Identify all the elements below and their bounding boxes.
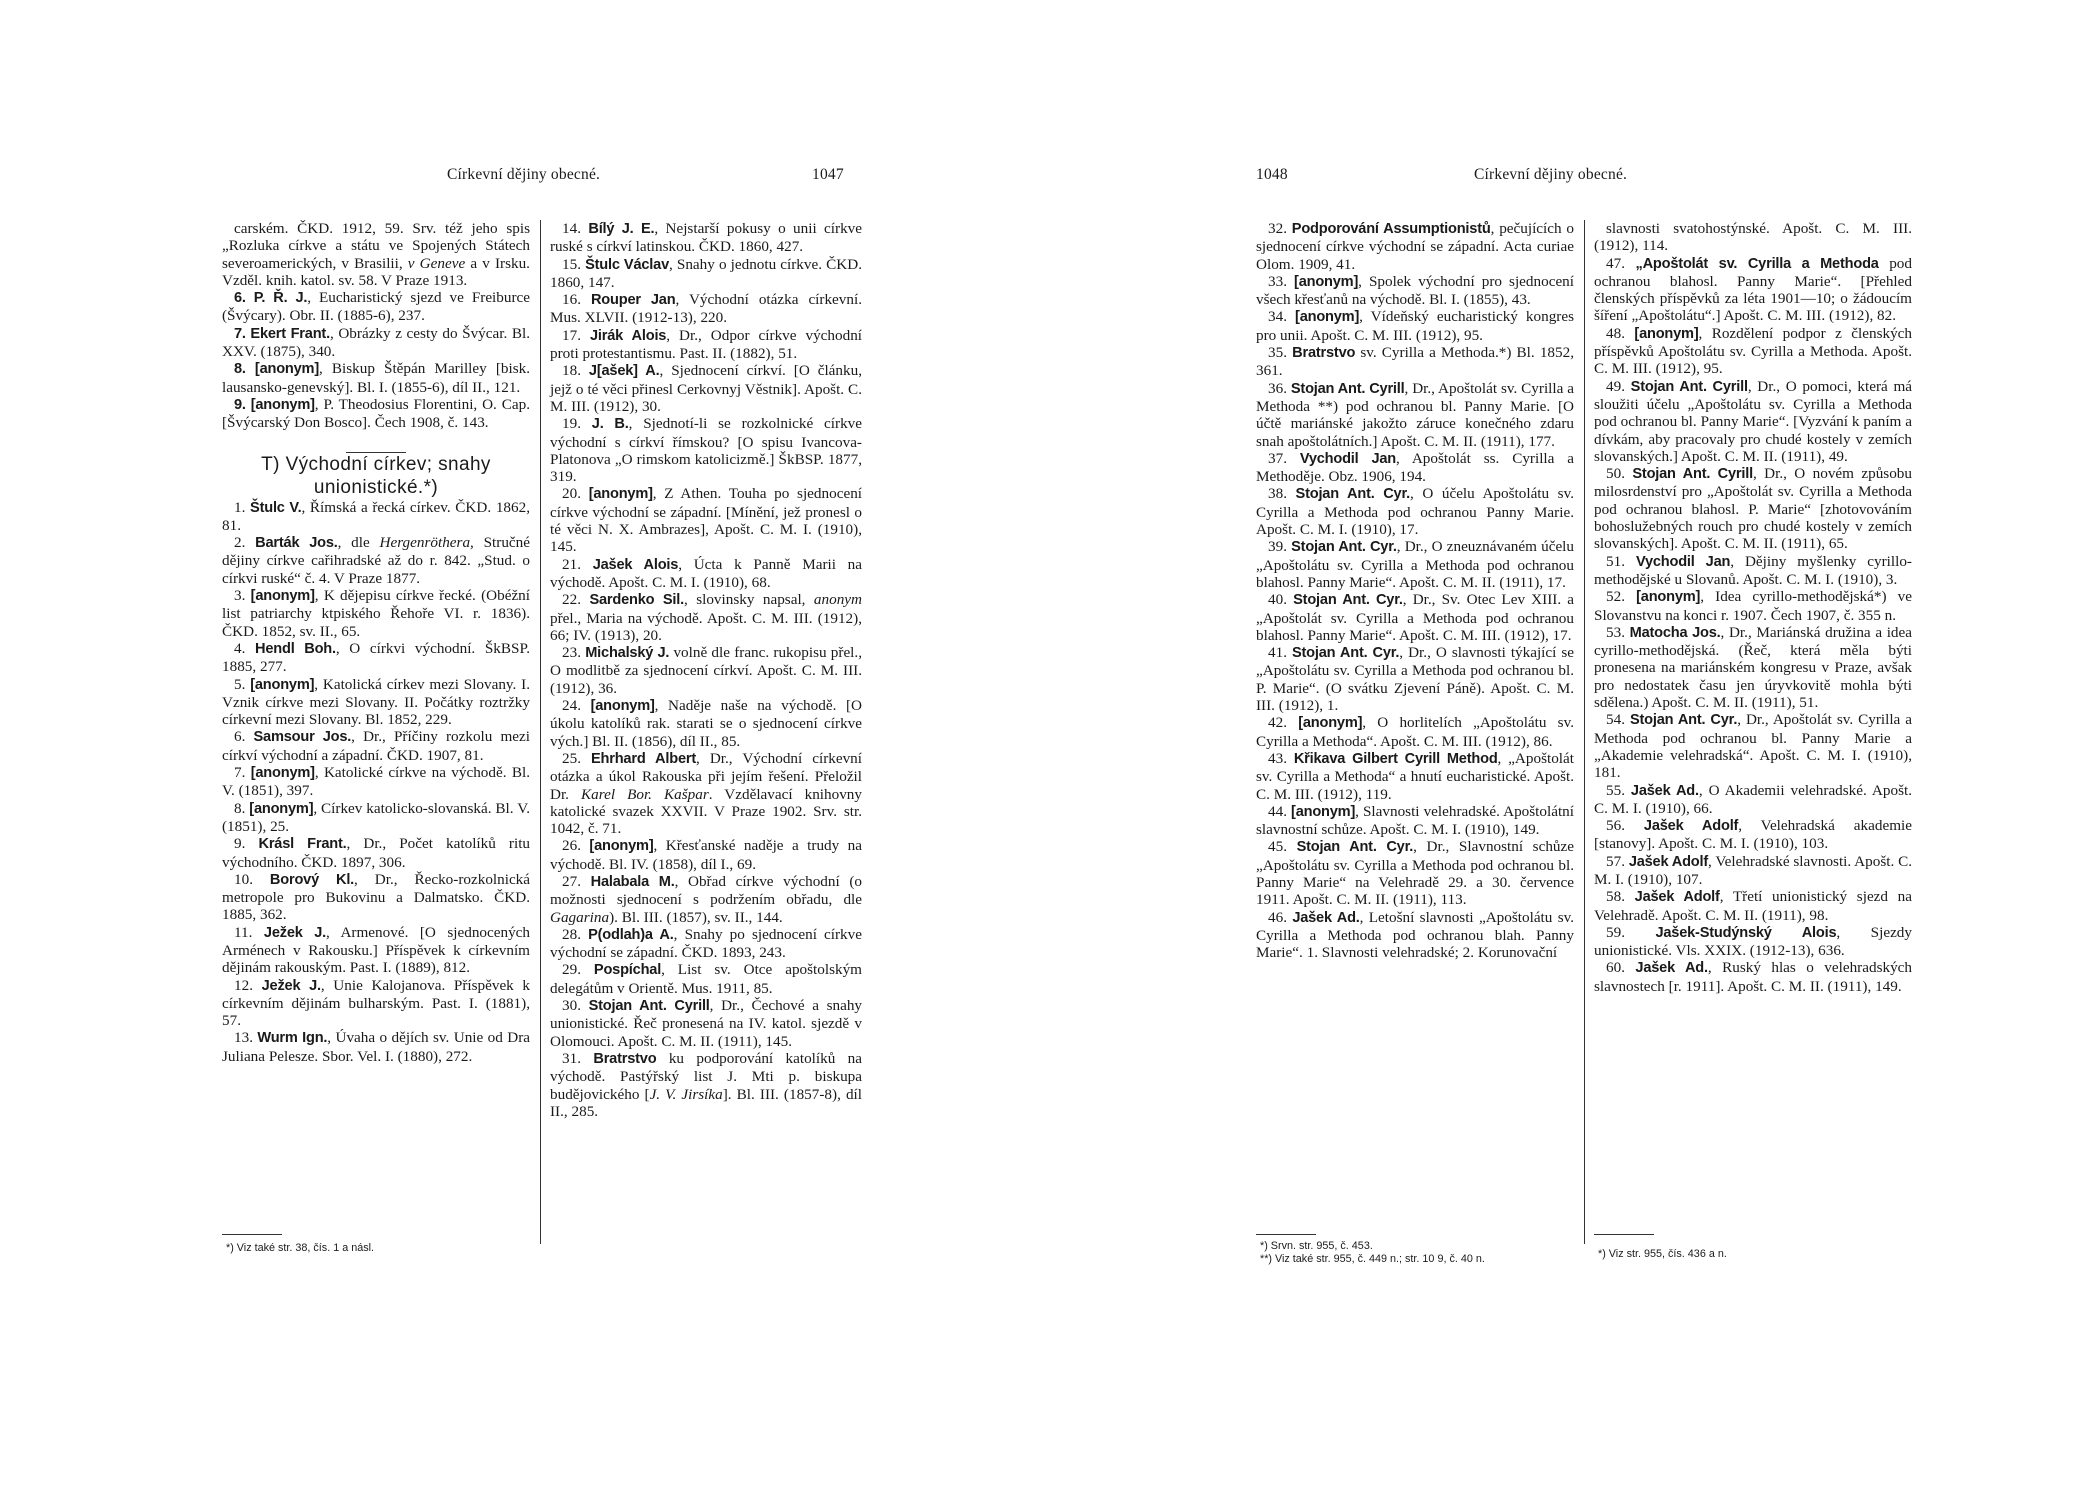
right-page xyxy=(1256,0,1916,1500)
bibliography-entry: 53. Matocha Jos., Dr., Mariánská družina a idea cyrillo-methodějská. (Řeč, která měla býti pronesena na mariánském kongresu v Praze, avšak pro nedostatek času jen úryvkovitě mohla býti sdělena.) Apošt. C. M. II. (1911), 51. xyxy=(1594,623,1912,712)
bibliography-entry: 19. J. B., Sjednotí-li se rozkolnické církve východní s církví římskou? [O spisu Ivancova-Platonova „O rimskom katolicizmě.] ŠkBSP. 1877, 319. xyxy=(550,415,862,486)
bibliography-entry: 51. Vychodil Jan, Dějiny myšlenky cyrillo-methodějské u Slovanů. Apošt. C. M. I. (1910), 3. xyxy=(1594,552,1912,588)
left-footnote: *) Viz také str. 38, čís. 1 a násl. xyxy=(226,1242,375,1254)
bibliography-entry: 21. Jašek Alois, Úcta k Panně Marii na východě. Apošt. C. M. I. (1910), 68. xyxy=(550,555,863,591)
bibliography-entry: 33. [anonym], Spolek východní pro sjednocení všech křesťanů na východě. Bl. I. (1855), 43. xyxy=(1256,272,1574,309)
right-footnote-2: **) Viz také str. 955, č. 449 n.; str. 10 9, č. 40 n. xyxy=(1260,1253,1485,1265)
bibliography-entry: 41. Stojan Ant. Cyr., Dr., O slavnosti týkající se „Apoštolátu sv. Cyrilla a Methoda pod ochranou bl. P. Marie“. (O svátku Zjevení Páně). Apošt. C. M. III. (1912), 1. xyxy=(1256,644,1575,715)
bibliography-entry: 23. Michalský J. volně dle franc. rukopisu přel., O modlitbě za sjednocení církví. Apošt. C. M. III. (1912), 36. xyxy=(550,644,862,697)
right-header-title: Církevní dějiny obecné. xyxy=(1474,166,1628,183)
bibliography-entry: 12. Ježek J., Unie Kalojanova. Příspěvek k církevním dějinám bulharským. Past. I. (1881), 57. xyxy=(222,976,531,1030)
bibliography-entry: 22. Sardenko Sil., slovinsky napsal, anonym přel., Maria na východě. Apošt. C. M. III. (1912), 66; IV. (1913), 20. xyxy=(550,591,863,644)
left-page xyxy=(222,0,862,1500)
bibliography-entry: 25. Ehrhard Albert, Dr., Východní církevní otázka a úkol Rakouska při jejím řešení. Přeložil Dr. Karel Bor. Kašpar. Vzdělavací knihovny katolické svazek XXVII. V Praze 1902. Srv. str. 1042, č. 71. xyxy=(550,749,862,838)
bibliography-entry: 27. Halabala M., Obřad církve východní (o možnosti sjednocení s podržením obřadu, dle Gagarina). Bl. III. (1857), sv. II., 144. xyxy=(550,872,862,926)
bibliography-entry: 6. Samsour Jos., Dr., Příčiny rozkolu mezi církví východní a západní. ČKD. 1907, 81. xyxy=(222,728,531,764)
left-footnote-rule xyxy=(222,1234,282,1235)
bibliography-entry: 29. Pospíchal, List sv. Otce apoštolským delegátům v Orientě. Mus. 1911, 85. xyxy=(550,961,862,997)
bibliography-entry: 55. Jašek Ad., O Akademii velehradské. Apošt. C. M. I. (1910), 66. xyxy=(1594,781,1912,817)
bibliography-entry: 7. [anonym], Katolické církve na východě. Bl. V. (1851), 397. xyxy=(222,764,531,800)
bibliography-entry: 20. [anonym], Z Athen. Touha po sjednocení církve východní se západní. [Mínění, jež pronesl o té věci N. X. Ambrazes], Apošt. C. M. I. (1910), 145. xyxy=(550,485,863,556)
bibliography-entry: 43. Křikava Gilbert Cyrill Method, „Apoštolát sv. Cyrilla a Methoda“ a hnutí eucharistické. Apošt. C. M. III. (1912), 119. xyxy=(1256,749,1574,803)
bibliography-entry: carském. ČKD. 1912, 59. Srv. též jeho spis „Rozluka církve a státu ve Spojených Státech severoamerických, v Brasilii, v Geneve a v Irsku. Vzděl. knih. katol. sv. 58. V Praze 1913. xyxy=(222,220,530,289)
right-footnote-rule-1 xyxy=(1256,1234,1316,1235)
bibliography-entry: 15. Štulc Václav, Snahy o jednotu církve. ČKD. 1860, 147. xyxy=(550,255,862,291)
left-col1-intro-list xyxy=(222,220,530,432)
bibliography-entry: 42. [anonym], O horlitelích „Apoštolátu sv. Cyrilla a Methoda“. Apošt. C. M. III. (1912), 86. xyxy=(1256,714,1574,750)
left-column-1 xyxy=(222,220,530,1065)
bibliography-entry: 49. Stojan Ant. Cyrill, Dr., O pomoci, která má sloužiti účelu „Apoštolátu sv. Cyrilla a Methoda pod ochranou bl. Panny Marie“. [Vyzvání k paním a dívkám, aby pracovaly pro chudé kostely v zemích slovanských.] Apošt. C. M. II. (1911), 49. xyxy=(1594,377,1912,465)
bibliography-entry: 10. Borový Kl., Dr., Řecko-rozkolnická metropole pro Bukovinu a Dalmatsko. ČKD. 1885, 362. xyxy=(222,870,531,924)
bibliography-entry: 24. [anonym], Naděje naše na východě. [O úkolu katolíků rak. starati se o sjednocení církve vých.] Bl. II. (1856), díl II., 85. xyxy=(550,697,862,750)
bibliography-entry: 3. [anonym], K dějepisu církve řecké. (Obéžní list patriarchy ktpiského Řehoře VI. r. 1836). ČKD. 1852, sv. II., 65. xyxy=(222,587,531,640)
left-page-number: 1047 xyxy=(812,166,844,183)
bibliography-entry: 16. Rouper Jan, Východní otázka církevní. Mus. XLVII. (1912-13), 220. xyxy=(550,291,862,327)
bibliography-entry: 32. Podporování Assumptionistů, pečujících o sjednocení církve východní se západní. Acta curiae Olom. 1909, 41. xyxy=(1256,220,1574,273)
left-column-divider xyxy=(540,220,541,1244)
bibliography-entry: 8. [anonym], Církev katolicko-slovanská. Bl. V. (1851), 25. xyxy=(222,799,530,835)
bibliography-entry: 59. Jašek-Studýnský Alois, Sjezdy unionistické. Vls. XXIX. (1912-13), 636. xyxy=(1594,923,1912,960)
left-column-2 xyxy=(550,220,862,1120)
bibliography-entry: 38. Stojan Ant. Cyr., O účelu Apoštolátu sv. Cyrilla a Methoda pod ochranou Panny Marie. Apošt. C. M. I. (1910), 17. xyxy=(1256,485,1574,539)
bibliography-entry: 47. „Apoštolát sv. Cyrilla a Methoda pod ochranou blahosl. Panny Marie“. [Přehled členských příspěvků za léta 1901—10; o žádoucím šíření „Apoštolátu“.] Apošt. C. M. III. (1912), 82. xyxy=(1594,254,1912,325)
bibliography-entry: 13. Wurm Ign., Úvaha o dějích sv. Unie od Dra Juliana Pelesze. Sbor. Vel. I. (1880), 272. xyxy=(222,1029,531,1065)
right-running-head xyxy=(1256,166,1916,188)
right-column-divider xyxy=(1584,220,1585,1244)
bibliography-entry: 40. Stojan Ant. Cyr., Dr., Sv. Otec Lev XIII. a „Apoštolát sv. Cyrilla a Methoda pod ochranou blahosl. Panny Marie“. Apošt. C. M. III. (1912), 17. xyxy=(1256,591,1575,644)
bibliography-entry: 50. Stojan Ant. Cyrill, Dr., O novém způsobu milosrdenství pro „Apoštolát sv. Cyrilla a Methoda pod ochranou blahosl. P. Marie“ [zhotovováním bohoslužebných rouch pro chudé kostely v zemích slovanských]. Apošt. C. M. II. (1911), 65. xyxy=(1594,465,1912,553)
bibliography-entry: 45. Stojan Ant. Cyr., Dr., Slavnostní schůze „Apoštolátu sv. Cyrilla a Methoda pod ochranou bl. Panny Marie“ na Velehradě 29. a 30. července 1911. Apošt. C. M. II. (1911), 113. xyxy=(1256,838,1574,909)
bibliography-entry: 54. Stojan Ant. Cyr., Dr., Apoštolát sv. Cyrilla a Methoda pod ochranou bl. Panny Marie a „Akademie velehradská“. Apošt. C. M. I. (1910), 181. xyxy=(1594,711,1912,782)
bibliography-entry: 58. Jašek Adolf, Třetí unionistický sjezd na Velehradě. Apošt. C. M. II. (1911), 98. xyxy=(1594,888,1913,924)
bibliography-entry: 35. Bratrstvo sv. Cyrilla a Methoda.*) Bl. 1852, 361. xyxy=(1256,344,1574,380)
right-footnote-3: *) Viz str. 955, čís. 436 a n. xyxy=(1598,1248,1727,1260)
bibliography-entry: 26. [anonym], Křesťanské naděje a trudy na východě. Bl. IV. (1858), díl I., 69. xyxy=(550,837,862,873)
bibliography-entry: 9. Krásl Frant., Dr., Počet katolíků ritu východního. ČKD. 1897, 306. xyxy=(222,835,531,871)
bibliography-entry: 44. [anonym], Slavnosti velehradské. Apoštolátní slavnostní schůze. Apošt. C. M. I. (1910), 149. xyxy=(1256,802,1574,839)
bibliography-entry: 56. Jašek Adolf, Velehradská akademie [stanovy]. Apošt. C. M. I. (1910), 103. xyxy=(1594,817,1912,853)
bibliography-entry: 17. Jirák Alois, Dr., Odpor církve východní proti protestantismu. Past. II. (1882), 51. xyxy=(550,326,863,363)
bibliography-entry: 5. [anonym], Katolická církev mezi Slovany. I. Vznik církve mezi Slovany. II. Počátky roztržky církevní mezi Slovany. Bl. 1852, 229. xyxy=(222,675,530,729)
bibliography-entry: 8. [anonym], Biskup Štěpán Marilley [bisk. lausansko-genevský]. Bl. I. (1855-6), díl II., 121. xyxy=(222,360,530,396)
left-running-head xyxy=(222,166,862,188)
section-heading: T) Východní církev; snahy unionistické.*) xyxy=(261,453,491,498)
bibliography-entry: 48. [anonym], Rozdělení podpor z členských příspěvků Apoštolátu sv. Cyrilla a Methoda. Apošt. C. M. III. (1912), 95. xyxy=(1594,324,1912,378)
bibliography-entry: 36. Stojan Ant. Cyrill, Dr., Apoštolát sv. Cyrilla a Methoda **) pod ochranou bl. Panny Marie. [O účtě mariánské jakožto záruce konečného zdaru snah apoštolátních.] Apošt. C. M. II. (1911), 177. xyxy=(1256,379,1574,450)
bibliography-entry: 30. Stojan Ant. Cyrill, Dr., Čechové a snahy unionistické. Řeč pronesená na IV. katol. sjezdě v Olomouci. Apošt. C. M. II. (1911), 145. xyxy=(550,997,863,1050)
right-footnote-1: *) Srvn. str. 955, č. 453. xyxy=(1260,1240,1373,1252)
right-column-1 xyxy=(1256,220,1574,961)
bibliography-entry: 2. Barták Jos., dle Hergenröthera, Stručné dějiny církve cařihradské až do r. 842. „Stud. o církvi ruské“ č. 4. V Praze 1877. xyxy=(222,534,530,587)
right-column-2 xyxy=(1594,220,1912,995)
bibliography-entry: 57. Jašek Adolf, Velehradské slavnosti. Apošt. C. M. I. (1910), 107. xyxy=(1594,852,1912,888)
bibliography-entry: 28. P(odlah)a A., Snahy po sjednocení církve východní se západní. ČKD. 1893, 243. xyxy=(550,925,862,962)
bibliography-entry: 4. Hendl Boh., O církvi východní. ŠkBSP. 1885, 277. xyxy=(222,639,531,676)
left-col1-section-list xyxy=(222,499,530,1066)
bibliography-entry: 11. Ježek J., Armenové. [O sjednocených Arménech v Rakousku.] Příspěvek k církevním dějinám rakouským. Past. I. (1889), 812. xyxy=(222,923,531,977)
bibliography-entry: 46. Jašek Ad., Letošní slavnosti „Apoštolátu sv. Cyrilla a Methoda pod ochranou blah. Panny Marie“. 1. Slavnosti velehradské; 2. Korunovační xyxy=(1256,908,1575,962)
bibliography-entry: 9. [anonym], P. Theodosius Florentini, O. Cap. [Švýcarský Don Bosco]. Čech 1908, č. 143. xyxy=(222,395,530,432)
bibliography-entry: 34. [anonym], Vídeňský eucharistický kongres pro unii. Apošt. C. M. III. (1912), 95. xyxy=(1256,308,1575,344)
bibliography-entry: 6. P. Ř. J., Eucharistický sjezd ve Freiburce (Švýcary). Obr. II. (1885-6), 237. xyxy=(222,289,531,325)
bibliography-entry: 18. J[ašek] A., Sjednocení církví. [O článku, jejž o té věci přinesl Cerkovnyj Věstnik]. Apošt. C. M. III. (1912), 30. xyxy=(550,362,862,415)
left-header-title: Církevní dějiny obecné. xyxy=(447,166,601,183)
bibliography-entry: 7. Ekert Frant., Obrázky z cesty do Švýcar. Bl. XXV. (1875), 340. xyxy=(222,324,531,361)
right-footnote-rule-2 xyxy=(1594,1234,1654,1235)
right-col1-list xyxy=(1256,220,1574,961)
bibliography-entry: 14. Bílý J. E., Nejstarší pokusy o unii církve ruské s církví latinskou. ČKD. 1860, 427. xyxy=(550,220,862,256)
bibliography-entry: 52. [anonym], Idea cyrillo-methodějská*) ve Slovanstvu na konci r. 1907. Čech 1907, č. 355 n. xyxy=(1594,588,1912,624)
bibliography-entry: 37. Vychodil Jan, Apoštolát ss. Cyrilla a Methoděje. Obz. 1906, 194. xyxy=(1256,449,1574,486)
left-col2-list xyxy=(550,220,862,1120)
bibliography-entry: 1. Štulc V., Římská a řecká církev. ČKD. 1862, 81. xyxy=(222,498,530,534)
bibliography-entry: 31. Bratrstvo ku podporování katolíků na východě. Pastýřský list J. Mti p. biskupa budějovického [J. V. Jirsíka]. Bl. III. (1857-8), díl II., 285. xyxy=(550,1049,862,1120)
right-page-number: 1048 xyxy=(1256,166,1288,183)
bibliography-entry: 39. Stojan Ant. Cyr., Dr., O zneuznávaném účelu „Apoštolátu sv. Cyrilla a Methoda pod ochranou blahosl. Panny Marie“. Apošt. C. M. II. (1911), 17. xyxy=(1256,538,1574,591)
bibliography-entry: slavnosti svatohostýnské. Apošt. C. M. III. (1912), 114. xyxy=(1594,220,1912,255)
bibliography-entry: 60. Jašek Ad., Ruský hlas o velehradských slavnostech [r. 1911]. Apošt. C. M. II. (1911), 149. xyxy=(1594,959,1913,995)
right-col2-list xyxy=(1594,220,1912,995)
